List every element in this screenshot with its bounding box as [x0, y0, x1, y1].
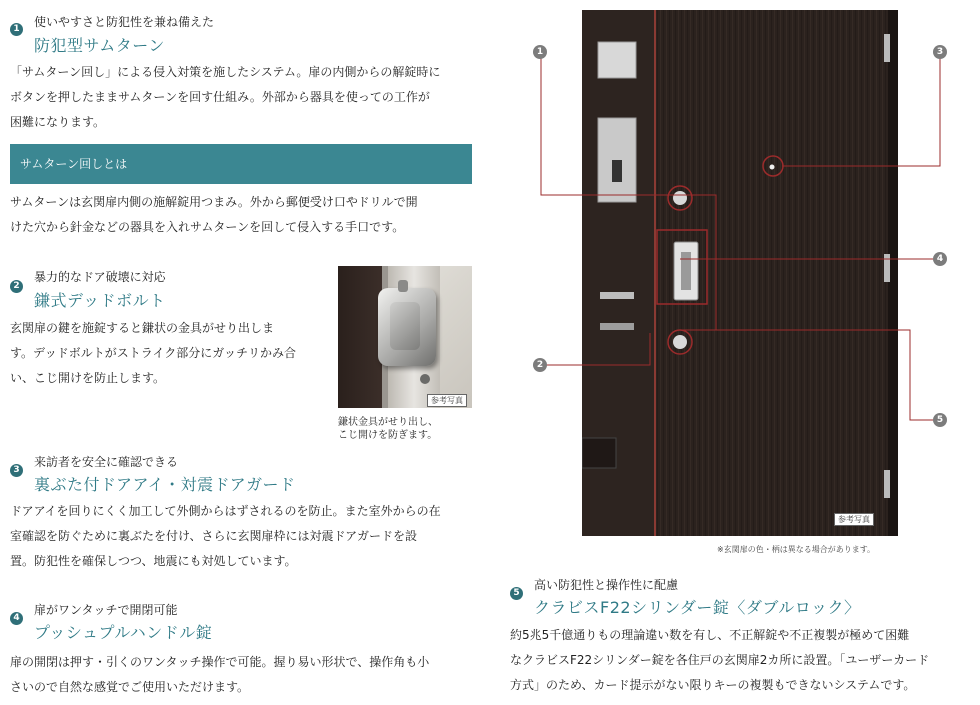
section-3-body: [10, 499, 480, 574]
section-4-kicker: 扉がワンタッチで開閉可能: [34, 603, 178, 617]
section-number-2: 2: [10, 280, 23, 293]
section-3-line: 室確認を防ぐために裏ぶたを付け、さらに玄関扉枠には対震ドアガードを設: [10, 529, 418, 543]
callout-1: 1: [533, 45, 547, 59]
section-4-body: [10, 650, 480, 700]
section-4-title: プッシュプルハンドル錠: [34, 623, 213, 642]
section-number-5: 5: [510, 587, 523, 600]
section-2-line: す。デッドボルトがストライク部分にガッチリかみ合: [10, 346, 296, 360]
section-3-line: ドアアイを回りにくく加工して外側からはずされるのを防止。また室外からの在: [10, 504, 441, 518]
info-bar: [10, 144, 472, 184]
section-2-line: い、こじ開けを防止します。: [10, 371, 166, 385]
section-1-title: 防犯型サムターン: [34, 36, 165, 55]
deadbolt-photo: [338, 266, 472, 408]
caption-line: こじ開けを防ぎます。: [338, 430, 438, 441]
caption-line: 鎌状金具がせり出し、: [338, 417, 438, 428]
section-5-title: クラビスF22シリンダー錠〈ダブルロック〉: [534, 598, 861, 617]
section-5-line: 約5兆5千億通りもの理論違い数を有し、不正解錠や不正複製が極めて困難: [510, 628, 910, 642]
callout-lines: [520, 30, 960, 430]
photo-caption: [338, 416, 438, 442]
info-bar-body: [10, 190, 480, 240]
info-line: けた穴から針金などの器具を入れサムターンを回して侵入する手口です。: [10, 220, 405, 234]
callout-4: 4: [933, 252, 947, 266]
section-1-line: ボタンを押したままサムターンを回す仕組み。外部から器具を使っての工作が: [10, 90, 430, 104]
section-5-body: [510, 623, 975, 698]
callout-3: 3: [933, 45, 947, 59]
info-bar-label: サムターン回しとは: [20, 157, 128, 171]
section-1-line: 「サムターン回し」による侵入対策を施したシステム。扉の内側からの解錠時に: [10, 65, 441, 79]
callout-2: 2: [533, 358, 547, 372]
photo-reference-tag: 参考写真: [427, 394, 467, 407]
section-2-title: 鎌式デッドボルト: [34, 291, 166, 310]
section-number-1: 1: [10, 23, 23, 36]
section-4-line: 扉の開閉は押す・引くのワンタッチ操作で可能。握り易い形状で、操作角も小: [10, 655, 430, 669]
section-5-kicker: 高い防犯性と操作性に配慮: [534, 578, 679, 592]
section-4-line: さいので自然な感覚でご使用いただけます。: [10, 680, 250, 694]
section-2-kicker: 暴力的なドア破壊に対応: [34, 270, 166, 284]
section-2-body: [10, 316, 330, 391]
section-5-line: 方式」のため、カード提示がない限りキーの複製もできないシステムです。: [510, 678, 916, 692]
section-1-kicker: 使いやすさと防犯性を兼ね備えた: [34, 15, 215, 29]
section-3-title: 裏ぶた付ドアアイ・対震ドアガード: [34, 475, 296, 494]
section-number-4: 4: [10, 612, 23, 625]
section-number-3: 3: [10, 464, 23, 477]
section-3-line: 置。防犯性を確保しつつ、地震にも対処しています。: [10, 554, 297, 568]
section-3-kicker: 来訪者を安全に確認できる: [34, 455, 179, 469]
section-2-line: 玄関扉の鍵を施錠すると鎌状の金具がせり出しま: [10, 321, 275, 335]
info-line: サムターンは玄関扉内側の施解錠用つまみ。外から郵便受け口やドリルで開: [10, 195, 418, 209]
section-5-line: なクラビスF22シリンダー錠を各住戸の玄関扉2カ所に設置。「ユーザーカード: [510, 653, 930, 667]
section-1-line: 困難になります。: [10, 115, 106, 129]
door-reference-tag: 参考写真: [834, 513, 874, 526]
section-1-body: [10, 60, 480, 135]
callout-5: 5: [933, 413, 947, 427]
door-note: ※玄関扉の色・柄は異なる場合があります。: [717, 545, 876, 554]
